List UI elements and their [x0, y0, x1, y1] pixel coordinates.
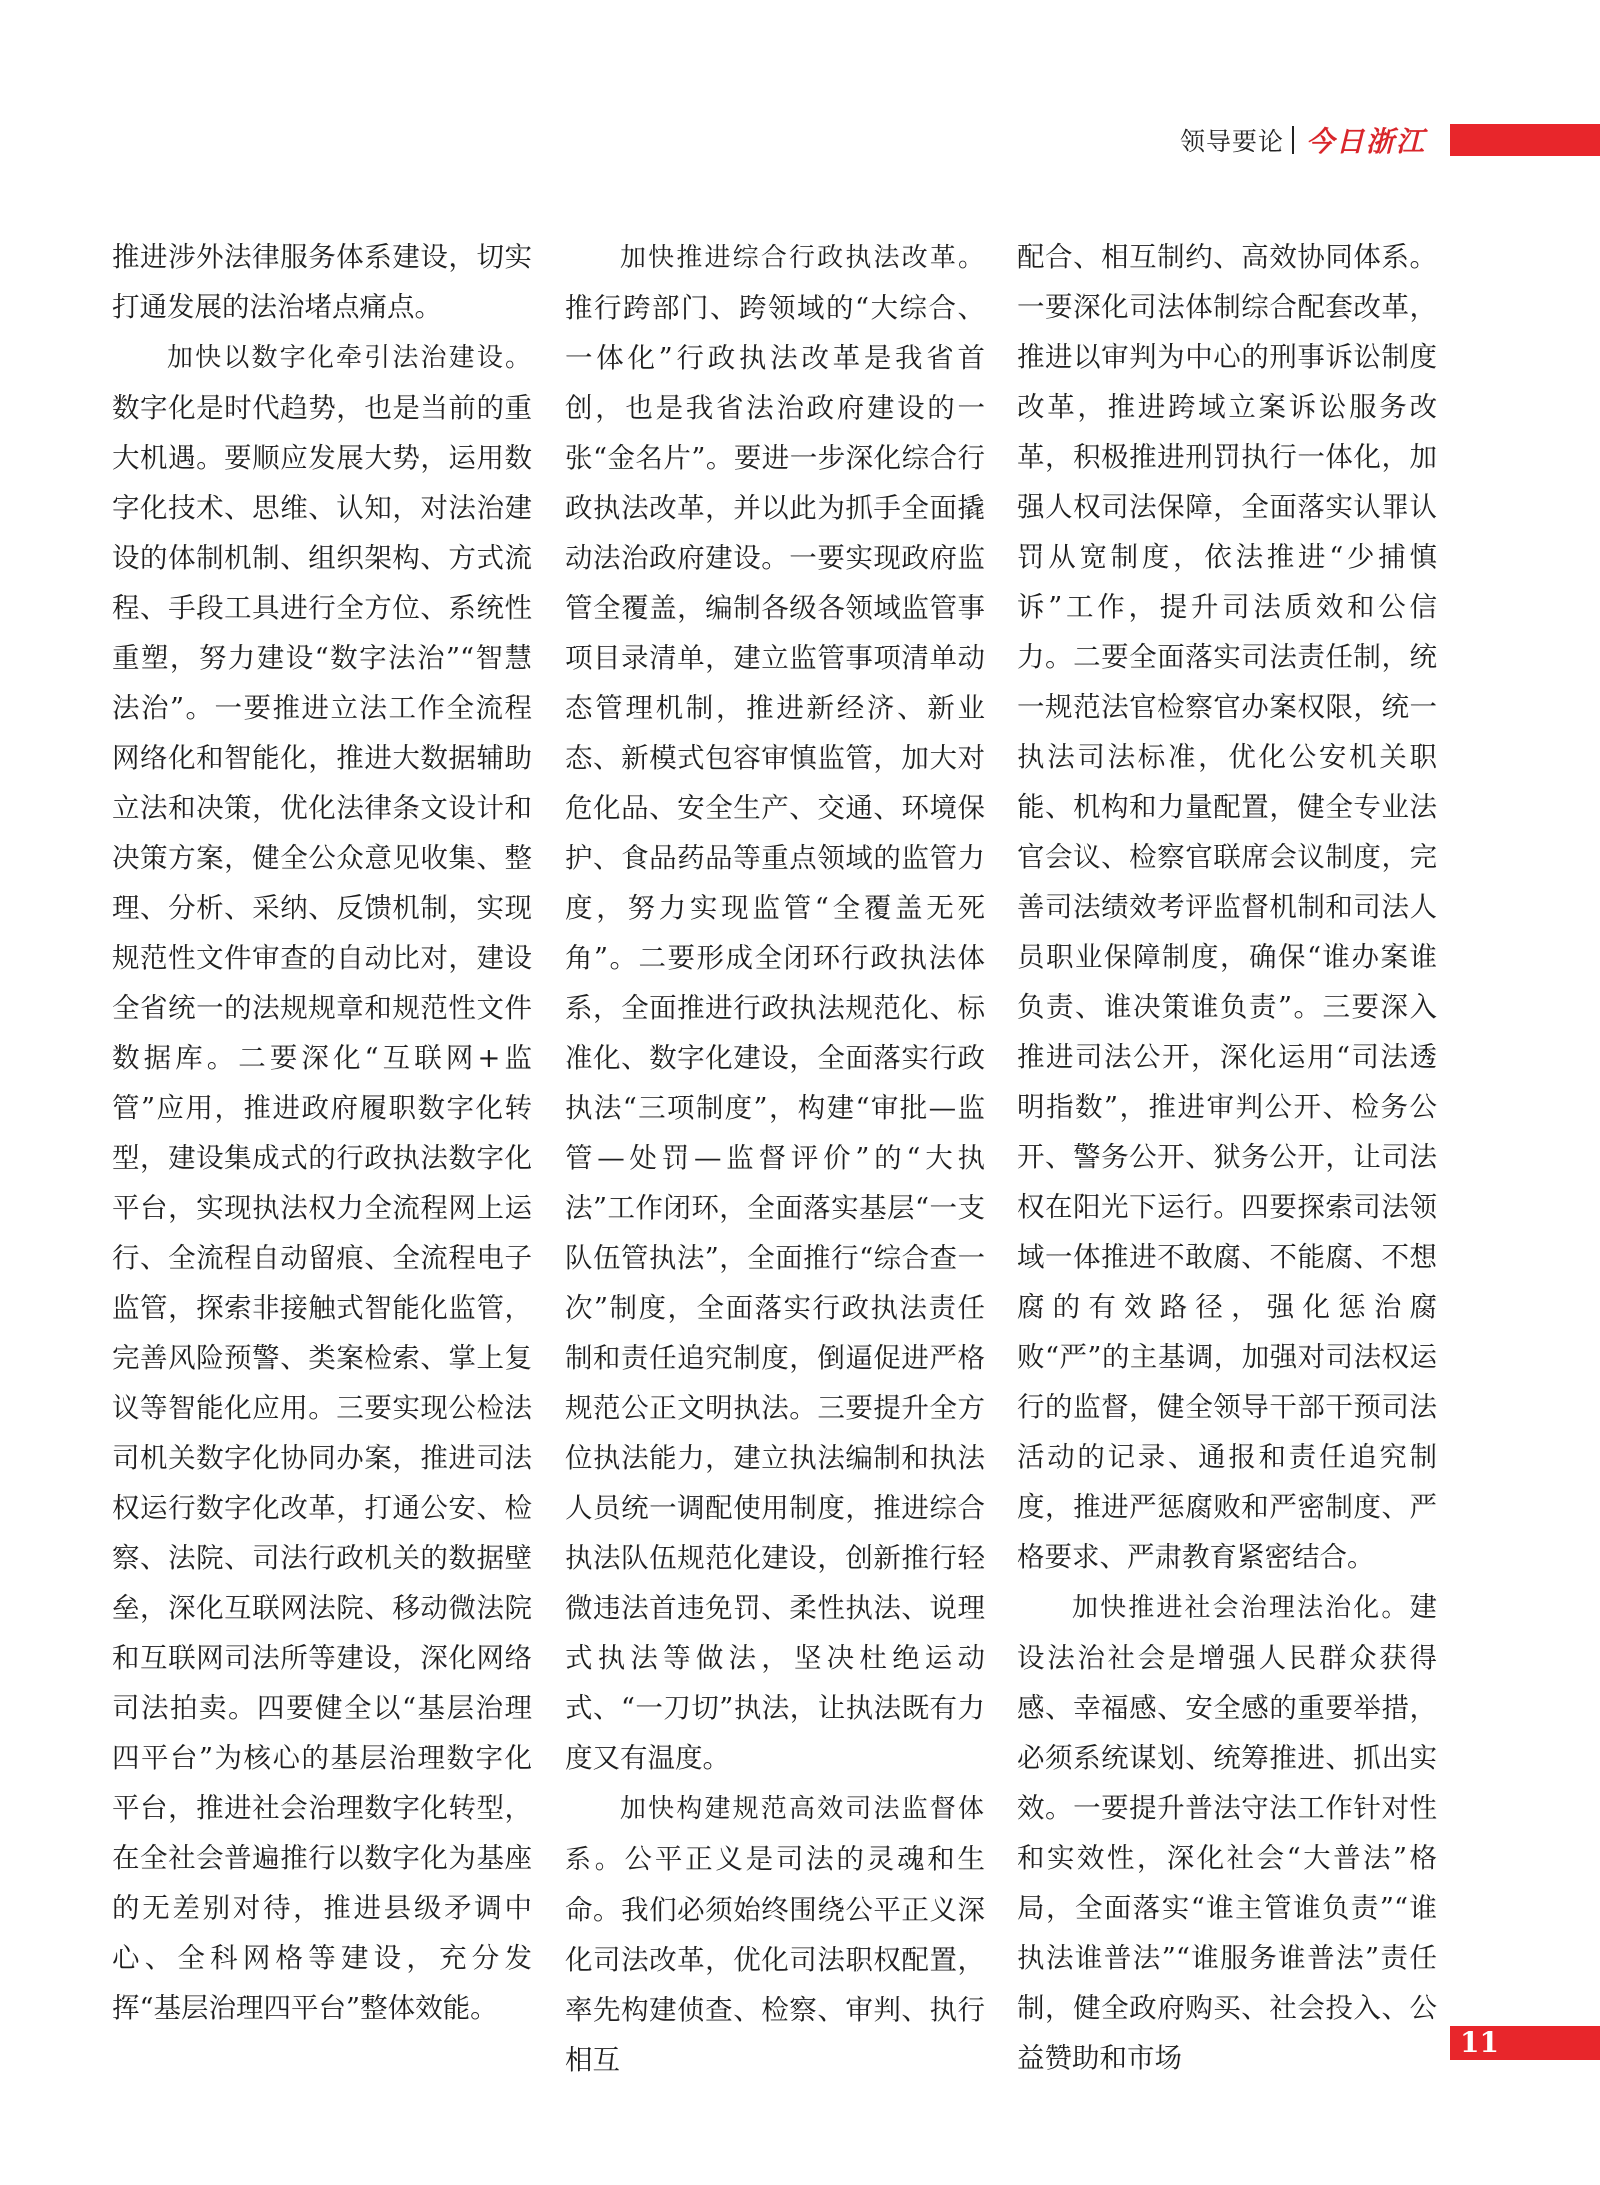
paragraph-body: 公平正义是司法的灵魂和生命。我们必须始终围绕公平正义深化司法改革，优化司法职权配置，率先构建侦查、检察、审判、执行相互 — [565, 1843, 985, 2076]
text-column-1 — [112, 232, 532, 2033]
paragraph-subhead: 加快推进综合行政执法改革。 — [620, 243, 985, 273]
page-number-bar — [1450, 2026, 1600, 2060]
paragraph-subhead: 加快以数字化牵引法治建设。 — [167, 343, 532, 373]
brand-logo: 今日浙江 — [1306, 125, 1427, 158]
paragraph-subhead: 加快构建规范高效司法监督体系。 — [565, 1794, 985, 1875]
paragraph — [1017, 1582, 1437, 2083]
header-accent-bar — [1450, 124, 1600, 156]
paragraph — [565, 232, 985, 1783]
paragraph — [112, 232, 532, 332]
page-header — [1180, 120, 1600, 158]
paragraph-body: 推进涉外法律服务体系建设，切实打通发展的法治堵点痛点。 — [112, 241, 532, 323]
paragraph — [112, 332, 532, 2033]
paragraph-body: 建设法治社会是增强人民群众获得感、幸福感、安全感的重要举措，必须系统谋划、统筹推进、抓出实效。一要提升普法守法工作针对性和实效性，深化社会“大普法”格局，全面落实“谁主管谁负责”“谁执法谁普法”“谁服务谁普法”责任制，健全政府购买、社会投入、公益赞助和市场 — [1017, 1591, 1437, 2074]
section-label: 领导要论 — [1180, 127, 1285, 156]
paragraph — [565, 1783, 985, 2085]
paragraph — [1017, 232, 1437, 1582]
paragraph-body: 配合、相互制约、高效协同体系。一要深化司法体制综合配套改革，推进以审判为中心的刑事诉讼制度改革，推进跨域立案诉讼服务改革，积极推进刑罚执行一体化，加强人权司法保障，全面落实认罪认罚从宽制度，依法推进“少捕慎诉”工作，提升司法质效和公信力。二要全面落实司法责任制，统一规范法官检察官办案权限，统一执法司法标准，优化公安机关职能、机构和力量配置，健全专业法官会议、检察官联席会议制度，完善司法绩效考评监督机制和司法人员职业保障制度，确保“谁办案谁负责、谁决策谁负责”。三要深入推进司法公开，深化运用“司法透明指数”，推进审判公开、检务公开、警务公开、狱务公开，让司法权在阳光下运行。四要探索司法领域一体推进不敢腐、不能腐、不想腐的有效路径，强化惩治腐败“严”的主基调，加强对司法权运行的监督，健全领导干部干预司法活动的记录、通报和责任追究制度，推进严惩腐败和严密制度、严格要求、严肃教育紧密结合。 — [1017, 241, 1437, 1573]
paragraph-subhead: 加快推进社会治理法治化。 — [1072, 1593, 1410, 1623]
header-divider — [1292, 126, 1294, 154]
text-column-3 — [1017, 232, 1437, 2083]
paragraph-body: 数字化是时代趋势，也是当前的重大机遇。要顺应发展大势，运用数字化技术、思维、认知，对法治建设的体制机制、组织架构、方式流程、手段工具进行全方位、系统性重塑，努力建设“数字法治”“智慧法治”。一要推进立法工作全流程网络化和智能化，推进大数据辅助立法和决策，优化法律条文设计和决策方案，健全公众意见收集、整理、分析、采纳、反馈机制，实现规范性文件审查的自动比对，建设全省统一的法规规章和规范性文件数据库。二要深化“互联网+监管”应用，推进政府履职数字化转型，建设集成式的行政执法数字化平台，实现执法权力全流程网上运行、全流程自动留痕、全流程电子监管，探索非接触式智能化监管，完善风险预警、类案检索、掌上复议等智能化应用。三要实现公检法司机关数字化协同办案，推进司法权运行数字化改革，打通公安、检察、法院、司法行政机关的数据壁垒，深化互联网法院、移动微法院和互联网司法所等建设，深化网络司法拍卖。四要健全以“基层治理四平台”为核心的基层治理数字化平台，推进社会治理数字化转型，在全社会普遍推行以数字化为基座的无差别对待，推进县级矛调中心、全科网格等建设，充分发挥“基层治理四平台”整体效能。 — [112, 392, 532, 2024]
page-number: 11 — [1460, 2026, 1499, 2059]
paragraph-body: 推行跨部门、跨领域的“大综合、一体化”行政执法改革是我省首创，也是我省法治政府建设的一张“金名片”。要进一步深化综合行政执法改革，并以此为抓手全面撬动法治政府建设。一要实现政府监管全覆盖，编制各级各领域监管事项目录清单，建立监管事项清单动态管理机制，推进新经济、新业态、新模式包容审慎监管，加大对危化品、安全生产、交通、环境保护、食品药品等重点领域的监管力度，努力实现监管“全覆盖无死角”。二要形成全闭环行政执法体系，全面推进行政执法规范化、标准化、数字化建设，全面落实行政执法“三项制度”，构建“审批—监管—处罚—监督评价”的“大执法”工作闭环，全面落实基层“一支队伍管执法”，全面推行“综合查一次”制度，全面落实行政执法责任制和责任追究制度，倒逼促进严格规范公正文明执法。三要提升全方位执法能力，建立执法编制和执法人员统一调配使用制度，推进综合执法队伍规范化建设，创新推行轻微违法首违免罚、柔性执法、说理式执法等做法，坚决杜绝运动式、“一刀切”执法，让执法既有力度又有温度。 — [565, 292, 985, 1774]
text-column-2 — [565, 232, 985, 2085]
